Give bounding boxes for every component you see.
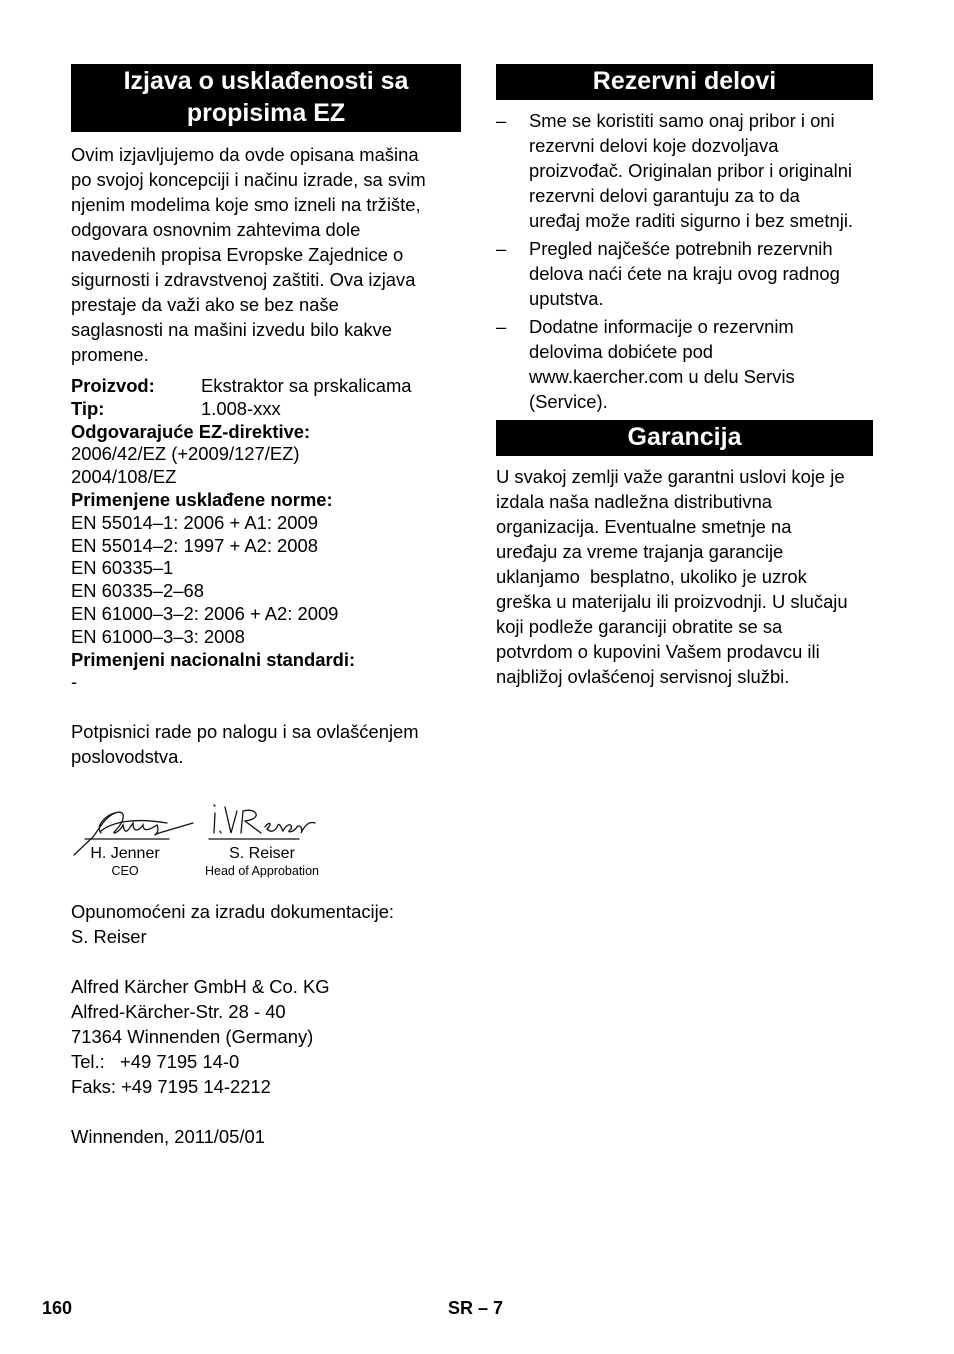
warranty-line: uređaju za vreme trajanja garancije bbox=[496, 541, 784, 562]
item-line: proizvođač. Originalan pribor i originalni bbox=[529, 160, 853, 181]
warranty-line: najbližoj ovlašćenoj servisnoj službi. bbox=[496, 666, 790, 687]
declaration-heading-line2: propisima EZ bbox=[186, 99, 346, 127]
intro-line: prestaje da važi ako se bez naše bbox=[71, 294, 339, 315]
type-row bbox=[71, 398, 461, 421]
item-line: (Service). bbox=[529, 391, 608, 412]
norm-item: EN 61000–3–2: 2006 + A2: 2009 bbox=[71, 602, 339, 624]
item-line: rezervni delovi koje dozvoljava bbox=[529, 135, 779, 156]
page-number: 160 bbox=[42, 1298, 73, 1318]
product-label: Proizvod: bbox=[71, 375, 155, 396]
signer-name: H. Jenner bbox=[90, 845, 160, 863]
warranty-line: izdala naša nadležna distributivna bbox=[496, 491, 773, 512]
signatories-line: Potpisnici rade po nalogu i sa ovlašćenjem bbox=[71, 721, 419, 743]
product-value: Ekstraktor sa prskalicama bbox=[201, 375, 412, 396]
norm-item: EN 61000–3–3: 2008 bbox=[71, 625, 245, 647]
norm-item: EN 55014–1: 2006 + A1: 2009 bbox=[71, 511, 318, 533]
item-line: uređaj može raditi sigurno i bez smetnji. bbox=[529, 210, 854, 231]
declaration-heading bbox=[71, 64, 461, 132]
dash-bullet: – bbox=[496, 110, 507, 131]
signer-name: S. Reiser bbox=[229, 845, 295, 863]
place-date: Winnenden, 2011/05/01 bbox=[71, 1126, 265, 1148]
address-line: Alfred Kärcher GmbH & Co. KG bbox=[71, 976, 330, 998]
intro-line: promene. bbox=[71, 344, 149, 365]
warranty-text bbox=[496, 464, 886, 689]
product-row bbox=[71, 375, 461, 398]
item-line: Dodatne informacije o rezervnim bbox=[529, 316, 794, 337]
authorized-line: Opunomoćeni za izradu dokumentacije: bbox=[71, 901, 395, 923]
signatories-text bbox=[71, 719, 461, 769]
item-line: rezervni delovi garantuju za to da bbox=[529, 185, 800, 206]
item-line: Sme se koristiti samo onaj pribor i oni bbox=[529, 110, 835, 131]
item-line: Pregled najčešće potrebnih rezervnih bbox=[529, 238, 833, 259]
directive-item: 2004/108/EZ bbox=[71, 466, 177, 488]
signer-role: Head of Approbation bbox=[205, 864, 319, 879]
warranty-line: organizacija. Eventualne smetnje na bbox=[496, 516, 792, 537]
directive-item: 2006/42/EZ (+2009/127/EZ) bbox=[71, 443, 300, 465]
warranty-line: U svakoj zemlji važe garantni uslovi koje je bbox=[496, 466, 845, 487]
national-standards-value: - bbox=[71, 671, 78, 693]
type-value: 1.008-xxx bbox=[201, 397, 281, 419]
norm-item: EN 60335–2–68 bbox=[71, 580, 204, 602]
intro-line: navedenih propisa Evropske Zajednice o bbox=[71, 244, 404, 265]
intro-line: njenim modelima koje smo izneli na tržište, bbox=[71, 194, 421, 215]
right-column bbox=[496, 64, 886, 689]
spare-parts-heading: Rezervni delovi bbox=[496, 64, 873, 100]
address-line: Faks: +49 7195 14-2212 bbox=[71, 1076, 271, 1098]
left-column bbox=[71, 64, 461, 1149]
warranty-heading: Garancija bbox=[496, 420, 873, 456]
dash-bullet: – bbox=[496, 316, 507, 337]
list-item bbox=[496, 314, 885, 414]
declaration-intro bbox=[71, 142, 461, 367]
warranty-line: uklanjamo besplatno, ukoliko je uzrok bbox=[496, 566, 807, 587]
norms-label: Primenjene usklađene norme: bbox=[71, 488, 333, 510]
norm-item: EN 60335–1 bbox=[71, 557, 174, 579]
list-item bbox=[496, 236, 885, 311]
authorized-text bbox=[71, 899, 461, 949]
dash-bullet: – bbox=[496, 238, 507, 259]
intro-line: odgovara osnovnim zahtevima dole bbox=[71, 219, 361, 240]
intro-line: Ovim izjavljujemo da ovde opisana mašina bbox=[71, 144, 419, 165]
type-label: Tip: bbox=[71, 397, 105, 419]
item-line: www.kaercher.com u delu Servis bbox=[529, 366, 795, 387]
item-line: uputstva. bbox=[529, 288, 604, 309]
item-line: delovima dobićete pod bbox=[529, 341, 714, 362]
signature-jenner bbox=[83, 845, 167, 879]
section-label: SR – 7 bbox=[448, 1298, 504, 1318]
list-item bbox=[496, 108, 885, 233]
signature-block bbox=[71, 793, 461, 889]
warranty-line: greška u materijalu ili proizvodnji. U slučaju bbox=[496, 591, 848, 612]
company-address bbox=[71, 974, 461, 1099]
spare-parts-list bbox=[496, 108, 886, 414]
signature-reiser bbox=[197, 845, 327, 879]
national-standards-label: Primenjeni nacionalni standardi: bbox=[71, 648, 356, 670]
norm-item: EN 55014–2: 1997 + A2: 2008 bbox=[71, 534, 318, 556]
item-line: delova naći ćete na kraju ovog radnog bbox=[529, 263, 840, 284]
intro-line: sigurnosti i zdravstvenoj zaštiti. Ova izjava bbox=[71, 269, 416, 290]
address-line: Tel.: +49 7195 14-0 bbox=[71, 1051, 240, 1073]
directives-label: Odgovarajuće EZ-direktive: bbox=[71, 420, 311, 442]
warranty-line: koji podleže garanciji obratite se sa bbox=[496, 616, 783, 637]
authorized-line: S. Reiser bbox=[71, 926, 147, 948]
intro-line: po svojoj koncepciji i načinu izrade, sa svim bbox=[71, 169, 426, 190]
address-line: 71364 Winnenden (Germany) bbox=[71, 1026, 314, 1048]
intro-line: saglasnosti na mašini izvedu bilo kakve bbox=[71, 319, 392, 340]
product-details bbox=[71, 375, 461, 694]
address-line: Alfred-Kärcher-Str. 28 - 40 bbox=[71, 1001, 286, 1023]
warranty-line: potvrdom o kupovini Vašem prodavcu ili bbox=[496, 641, 820, 662]
signatories-line: poslovodstva. bbox=[71, 746, 184, 768]
declaration-heading-line1: Izjava o usklađenosti sa bbox=[123, 67, 409, 95]
signer-role: CEO bbox=[111, 864, 139, 879]
